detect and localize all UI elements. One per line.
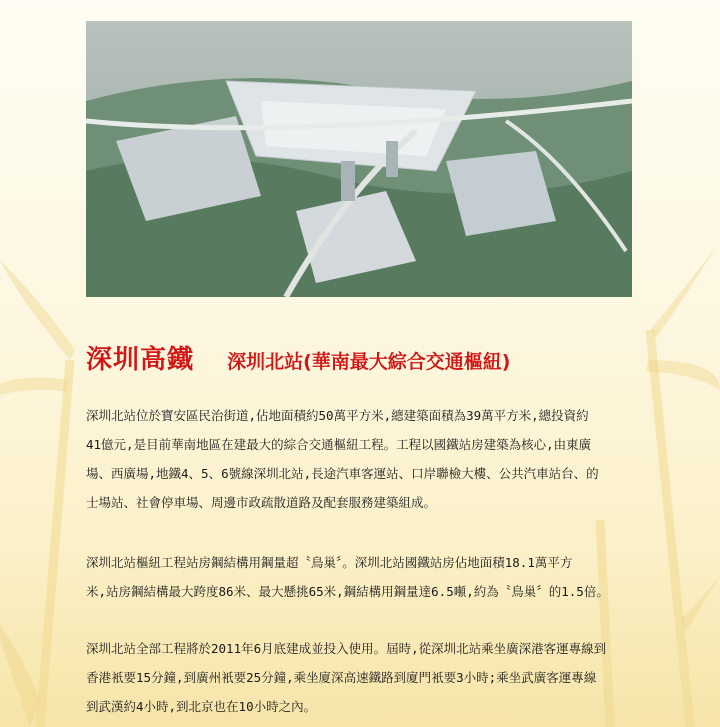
text-line: 士場站、社會停車場、周邊市政疏散道路及配套服務建築組成。 (86, 495, 437, 510)
heading-title: 深圳高鐵 (86, 345, 195, 375)
text-line: 深圳北站全部工程將於2011年6月底建成並投入使用。屆時,從深圳北站乘坐廣深港客運專線到 (86, 641, 607, 656)
text-line: 深圳北站位於寶安區民治街道,佔地面積約50萬平方米,總建築面積為39萬平方米,總投資約 (86, 408, 589, 423)
text-line: 場、西廣場,地鐵4、5、6號線深圳北站,長途汽車客運站、口岸聯檢大樓、公共汽車站台、的 (86, 466, 599, 481)
text-line: 41億元,是目前華南地區在建最大的綜合交通樞紐工程。工程以國鐵站房建築為核心,由東廣 (86, 437, 592, 452)
text-line: 香港衹要15分鐘,到廣州衹要25分鐘,乘坐廈深高速鐵路到廈門衹要3小時;乘坐武廣客運專線 (86, 670, 597, 685)
heading-subtitle: 深圳北站(華南最大綜合交通樞紐) (227, 351, 511, 373)
section-heading (86, 339, 510, 376)
text-line: 深圳北站樞紐工程站房鋼結構用鋼量超〝鳥巢〞。深圳北站國鐵站房佔地面積18.1萬平方 (86, 555, 573, 570)
paragraph-overview (86, 401, 646, 517)
text-line: 到武漢約4小時,到北京也在10小時之內。 (86, 699, 317, 714)
paragraph-steel-structure (86, 548, 646, 606)
text-line: 米,站房鋼結構最大跨度86米、最大懸挑65米,鋼結構用鋼量達6.5噸,約為〝鳥巢〞的1.5倍。 (86, 584, 609, 599)
paragraph-completion (86, 634, 646, 721)
station-rendering-image (86, 21, 632, 297)
station-rendering-graphic (86, 21, 632, 297)
